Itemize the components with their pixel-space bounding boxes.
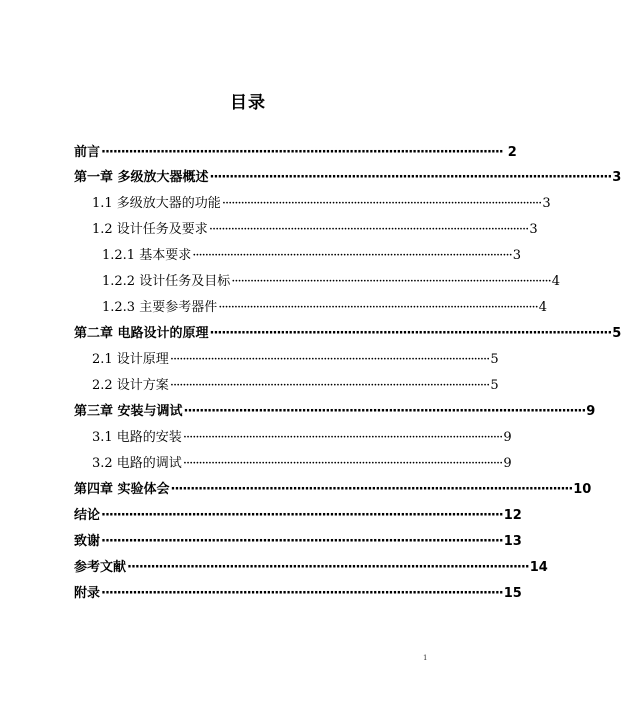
toc-entry-label: 1.2 设计任务及要求 [92, 222, 208, 237]
toc-entry-1-2[interactable] [92, 218, 538, 238]
toc-entry-label: 前言 [74, 145, 101, 160]
toc-entry-page: 12 [503, 508, 522, 523]
toc-entry-page: 5 [490, 378, 499, 393]
toc-entry-page: 13 [503, 534, 522, 549]
toc-entry-page: 5 [490, 352, 499, 367]
toc-entry-page: 14 [529, 560, 548, 575]
toc-leader-dots: ······································································································ [182, 456, 503, 471]
toc-entry-acknowledgements[interactable] [74, 530, 522, 550]
toc-leader-dots: ······································································································ [231, 274, 551, 289]
toc-entry-page: 4 [551, 274, 560, 289]
toc-leader-dots: ······································································································ [101, 145, 503, 160]
toc-leader-dots: ······································································································ [169, 378, 490, 393]
toc-entry-label: 第二章 电路设计的原理 [74, 326, 209, 341]
toc-entry-chapter-3[interactable] [74, 400, 596, 420]
toc-entry-page: 3 [529, 222, 538, 237]
toc-leader-dots: ······································································································ [169, 352, 490, 367]
toc-entry-page: 15 [503, 586, 522, 601]
toc-entry-chapter-2[interactable] [74, 322, 621, 342]
toc-entry-label: 1.2.3 主要参考器件 [102, 300, 218, 315]
toc-entry-label: 致谢 [74, 534, 101, 549]
toc-entry-chapter-1[interactable] [74, 166, 621, 186]
toc-leader-dots: ······································································································ [170, 482, 573, 497]
toc-leader-dots: ······································································································ [101, 534, 503, 549]
toc-leader-dots: ······································································································ [127, 560, 529, 575]
toc-entry-references[interactable] [74, 556, 548, 576]
toc-entry-page: 4 [538, 300, 547, 315]
toc-entry-chapter-4[interactable] [74, 478, 592, 498]
toc-leader-dots: ······································································································ [209, 170, 612, 185]
toc-entry-page: 9 [503, 456, 512, 471]
toc-leader-dots: ······································································································ [209, 326, 612, 341]
toc-leader-dots: ······································································································ [101, 508, 503, 523]
toc-entry-page: 9 [586, 404, 596, 419]
toc-entry-1-2-1[interactable] [102, 244, 521, 264]
toc-entry-label: 第四章 实验体会 [74, 482, 170, 497]
toc-entry-1-2-3[interactable] [102, 296, 547, 316]
toc-entry-label: 参考文献 [74, 560, 127, 575]
toc-entry-label: 附录 [74, 586, 101, 601]
toc-entry-1-2-2[interactable] [102, 270, 560, 290]
toc-entry-label: 第三章 安装与调试 [74, 404, 183, 419]
toc-entry-conclusion[interactable] [74, 504, 522, 524]
toc-leader-dots: ······································································································ [218, 300, 538, 315]
toc-entry-page: 10 [573, 482, 592, 497]
toc-leader-dots: ······································································································ [192, 248, 512, 263]
toc-entry-label: 3.1 电路的安装 [92, 430, 182, 445]
toc-leader-dots: ······································································································ [208, 222, 529, 237]
toc-entry-page: 5 [612, 326, 621, 341]
toc-entry-2-1[interactable] [92, 348, 499, 368]
toc-entry-label: 2.1 设计原理 [92, 352, 169, 367]
toc-entry-label: 1.2.2 设计任务及目标 [102, 274, 231, 289]
page-number: 1 [423, 654, 428, 662]
toc-entry-1-1[interactable] [92, 192, 551, 212]
toc-entry-3-1[interactable] [92, 426, 512, 446]
toc-entry-label: 2.2 设计方案 [92, 378, 169, 393]
toc-leader-dots: ······································································································ [101, 586, 503, 601]
toc-leader-dots: ······································································································ [221, 196, 542, 211]
toc-entry-page: 3 [512, 248, 521, 263]
toc-entry-label: 1.1 多级放大器的功能 [92, 196, 221, 211]
toc-entry-preface[interactable] [74, 141, 517, 161]
toc-entry-label: 1.2.1 基本要求 [102, 248, 192, 263]
toc-leader-dots: ······································································································ [183, 404, 586, 419]
toc-entry-page: 9 [503, 430, 512, 445]
toc-entry-page: 3 [612, 170, 621, 185]
toc-entry-label: 3.2 电路的调试 [92, 456, 182, 471]
toc-leader-dots: ······································································································ [182, 430, 503, 445]
toc-title: 目录 [230, 93, 266, 113]
toc-entry-3-2[interactable] [92, 452, 512, 472]
toc-entry-label: 第一章 多级放大器概述 [74, 170, 209, 185]
toc-entry-page: 3 [542, 196, 551, 211]
toc-entry-page: 2 [507, 145, 517, 160]
toc-entry-2-2[interactable] [92, 374, 499, 394]
toc-entry-appendix[interactable] [74, 582, 522, 602]
toc-entry-label: 结论 [74, 508, 101, 523]
